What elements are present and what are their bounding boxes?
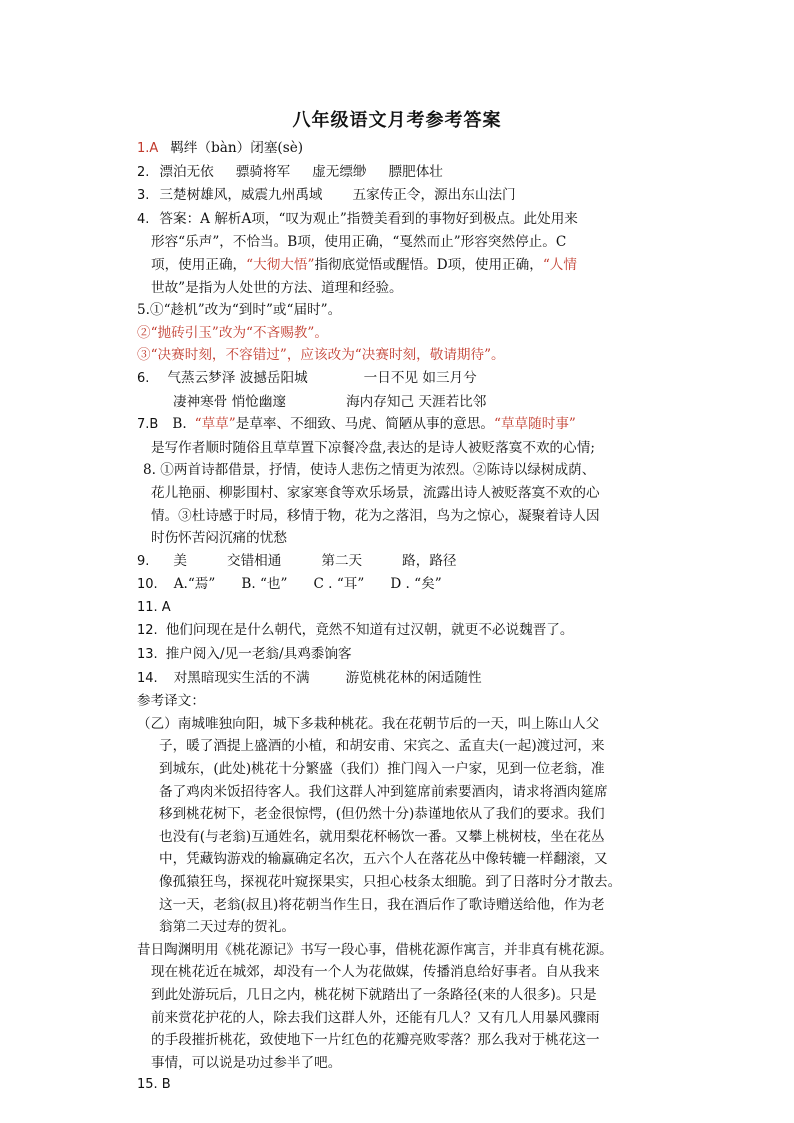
answer-8-line-1: 8. ①两首诗都借景，抒情，使诗人悲伤之情更为浓烈。②陈诗以绿树成荫、 [143, 462, 596, 479]
translation-line: 昔日陶渊明用《桃花源记》书写一段心事，借桃花源作寓言，并非真有桃花源。 [137, 941, 613, 958]
answer-5-line-3: ③“决赛时刻，不容错过”，应该改为“决赛时刻，敬请期待”。 [137, 347, 505, 364]
answer-11: 11. A [137, 599, 171, 615]
answer-14-a: 对黑暗现实生活的不满 [173, 669, 310, 686]
answer-5-line-1: 5.①“趁机”改为“到时”或“届时”。 [137, 302, 342, 319]
answer-6-number: 6. [137, 370, 150, 386]
answer-9-b: 交错相通 [227, 552, 282, 569]
answer-4-highlight-dache: “大彻大悟” [246, 256, 315, 273]
answer-12 [137, 619, 677, 643]
answer-9-d: 路，路径 [402, 552, 457, 569]
answer-4-line-2: 形容“乐声”，不恰当。B项，使用正确，“戛然而止”形容突然停止。C [151, 234, 567, 251]
answer-6-d: 海内存知己 天涯若比邻 [346, 393, 487, 410]
answer-1-number: 1.A [137, 141, 159, 156]
translation-line: 中，凭藏钩游戏的输赢确定名次，五六个人在落花丛中像转辘一样翻滚，又 [159, 851, 608, 868]
answer-8-line-2: 花儿艳丽、柳影围村、家家寒食等欢乐场景，流露出诗人被贬落寞不欢的心 [151, 484, 600, 501]
translation-line: 现在桃花近在城郊，却没有一个人为花做媒，传播消息给好事者。自从我来 [151, 964, 600, 981]
answer-1-text: 羁绊（bàn）闭塞(sè) [170, 140, 304, 156]
answer-13-number: 13. [137, 647, 158, 663]
answer-9-number: 9. [137, 553, 150, 569]
translation-line: 移到桃花树下，老金很惊愕，(但仍然十分)恭谨地依从了我们的要求。我们 [159, 806, 605, 823]
answer-12-text: 他们问现在是什么朝代，竟然不知道有过汉朝，就更不必说魏晋了。 [165, 622, 574, 639]
answer-4-line-3 [137, 254, 677, 277]
answer-6-c: 凄神寒骨 悄怆幽邃 [173, 393, 287, 410]
translation-line: 到城东，(此处)桃花十分繁盛（我们）推门闯入一户家，见到一位老翁，准 [159, 761, 605, 778]
answer-13 [137, 643, 677, 667]
answer-6-line-2 [137, 391, 677, 414]
answer-6-b: 一日不见 如三月兮 [363, 369, 477, 386]
translation-line: （乙）南城唯独向阳，城下多栽种桃花。我在花朝节后的一天，叫上陈山人父 [137, 715, 600, 732]
translation-line: 备了鸡肉米饭招待客人。我们这群人冲到筵席前索要酒肉，请求将酒肉筵席 [159, 783, 608, 800]
answer-2-d: 膘肥体壮 [388, 163, 443, 180]
answer-7-highlight-suishishi: “草草随时事” [494, 416, 576, 433]
answer-content [137, 137, 677, 1097]
reference-translation-label: 参考译文： [137, 693, 205, 710]
answer-10-c: C . “耳” [313, 576, 365, 593]
answer-3-b: 五家传正令，源出东山法门 [352, 187, 516, 204]
answer-10-number: 10. [137, 577, 158, 593]
answer-6-a: 气蒸云梦泽 波撼岳阳城 [167, 369, 308, 386]
answer-7-option: B. [172, 416, 187, 433]
translation-line: 子，暖了酒提上盛酒的小植，和胡安甫、宋宾之、孟直夫(一起)渡过河，来 [159, 738, 605, 755]
translation-line: 事情，可以说是功过参半了吧。 [151, 1054, 342, 1071]
answer-8-line-4: 时伤怀苦闷沉痛的忧愁 [151, 530, 287, 547]
answer-3-number: 3. [137, 188, 150, 204]
answer-9-a: 美 [173, 552, 187, 569]
answer-10-d: D . “矣” [390, 576, 442, 593]
answer-7-line-2: 是写作者顺时随俗且草草置下凉餐冷盘,表达的是诗人被贬落寞不欢的心情; [151, 439, 595, 456]
answer-2-b: 骠骑将军 [235, 163, 291, 180]
answer-2-c: 虚无缥缈 [312, 163, 367, 180]
answer-4-line-1 [137, 208, 677, 232]
answer-10-a: A.“焉” [173, 576, 216, 593]
answer-15: 15. B [137, 1077, 171, 1093]
answer-3-a: 三楚树雄风，威震九州禹域 [159, 187, 323, 204]
answer-9-c: 第二天 [321, 552, 363, 569]
answer-7-text-1: 是草率、不细致、马虎、简陋从事的意思。 [235, 416, 495, 433]
answer-1 [137, 137, 677, 161]
translation-line: 也没有(与老翁)互通姓名，就用梨花杯畅饮一番。又攀上桃树枝，坐在花丛 [159, 828, 605, 845]
translation-paragraph-1 [137, 713, 677, 939]
answer-3 [137, 184, 677, 208]
answer-13-text: 推户阅入/见一老翁/具鸡黍饷客 [165, 646, 352, 663]
translation-paragraph-2 [137, 939, 677, 1075]
answer-10-b: B. “也” [241, 576, 288, 593]
answer-4-text-1: 答案：A 解析A项，“叹为观止”指赞美看到的事物好到极点。此处用来 [159, 210, 578, 227]
answer-4-highlight-renqing: “人情 [542, 256, 577, 273]
answer-6-line-1 [137, 367, 677, 391]
answer-12-number: 12. [137, 623, 158, 639]
answer-2-number: 2. [137, 164, 150, 180]
answer-7-number: 7.B [137, 417, 159, 433]
answer-14 [137, 667, 677, 691]
answer-8-line-3: 情。③杜诗感于时局，移情于物，花为之落泪，鸟为之惊心，凝聚着诗人因 [151, 507, 600, 524]
answer-10 [137, 573, 677, 597]
page-title: 八年级语文月考参考答案 [292, 110, 502, 131]
translation-line: 这一天，老翁(叔且)将花朝当作生日，我在酒后作了歌诗赠送给他，作为老 [159, 896, 605, 913]
answer-4-text-3a: 项，使用正确， [151, 256, 247, 273]
answer-7-highlight-caocao: “草草” [194, 416, 236, 433]
translation-line: 的手段摧折桃花，致使地下一片红色的花瓣亮败零落？那么我对于桃花这一 [151, 1032, 600, 1049]
answer-14-number: 14. [137, 670, 158, 686]
answer-2-a: 漂泊无依 [159, 163, 214, 180]
translation-line: 翁第二天过寿的贺礼。 [159, 919, 295, 936]
answer-2 [137, 161, 677, 185]
answer-4-number: 4. [137, 211, 150, 227]
answer-7-line-1 [137, 413, 677, 437]
answer-4-text-3c: 指彻底觉悟或醒悟。D项，使用正确， [314, 256, 543, 273]
translation-line: 像孤猿狂鸟，探视花叶窥探果实，只担心枝条太细脆。到了日落时分才散去。 [159, 874, 622, 890]
translation-line: 到此处游玩后，几日之内，桃花树下就踏出了一条路径(来的人很多)。只是 [151, 986, 597, 1003]
answer-9 [137, 550, 677, 574]
answer-14-b: 游览桃花林的闲适随性 [345, 669, 482, 686]
answer-5-line-2: ②“抛砖引玉”改为“不吝赐教”。 [137, 324, 328, 341]
translation-line: 前来赏花护花的人，除去我们这群人外，还能有几人？又有几人用暴风骤雨 [151, 1009, 600, 1026]
answer-4-line-4: 世故”是指为人处世的方法、道理和经验。 [151, 279, 403, 296]
